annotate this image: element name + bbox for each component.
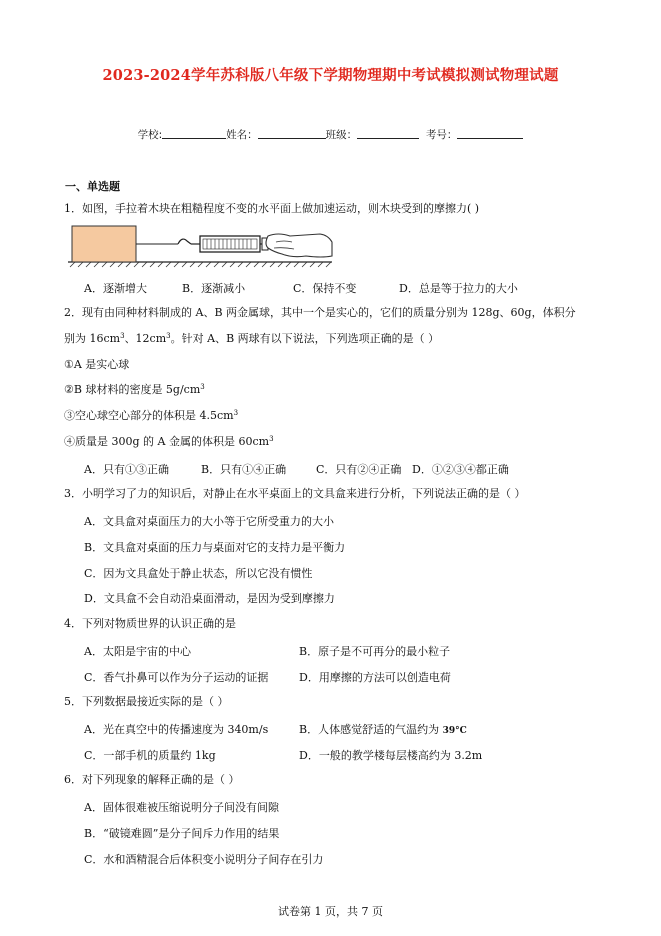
section-heading: 一、单选题	[65, 180, 120, 193]
class-label: 班级：	[325, 129, 358, 141]
q1-option-d[interactable]: D．总是等于拉力的大小	[399, 282, 518, 295]
q3-option-b[interactable]: B．文具盒对桌面的压力与桌面对它的支持力是平衡力	[84, 541, 346, 554]
q6-option-a[interactable]: A．固体很难被压缩说明分子间没有间隙	[84, 801, 279, 814]
student-info-line	[0, 127, 661, 142]
exam-title: 2023-2024学年苏科版八年级下学期物理期中考试模拟测试物理试题	[102, 67, 559, 84]
q2-option-b[interactable]: B．只有①④正确	[201, 463, 287, 476]
q2-statement-3: ③空心球空心部分的体积是 $4.5cm^3$	[64, 409, 239, 422]
q4-option-b[interactable]: B．原子是不可再分的最小粒子	[299, 645, 451, 658]
q5-option-a[interactable]: A．光在真空中的传播速度为 340m/s	[84, 723, 269, 736]
q5-option-d[interactable]: D．一般的教学楼每层楼高约为 3.2m	[299, 749, 483, 762]
q2-statement-1: ①A 是实心球	[64, 358, 130, 371]
class-blank[interactable]	[357, 127, 419, 139]
q3-option-a[interactable]: A．文具盒对桌面压力的大小等于它所受重力的大小	[84, 515, 334, 528]
q1-option-c[interactable]: C．保持不变	[293, 282, 357, 295]
page-footer: 试卷第 1 页，共 7 页	[278, 905, 383, 918]
q3-option-c[interactable]: C．因为文具盒处于静止状态，所以它没有惯性	[84, 567, 313, 580]
q6-option-b[interactable]: B．“破镜难圆”是分子间斥力作用的结果	[84, 827, 280, 840]
q4-option-a[interactable]: A．太阳是宇宙的中心	[84, 645, 191, 658]
q4-stem: 4．下列对物质世界的认识正确的是	[64, 617, 236, 630]
q3-stem: 3．小明学习了力的知识后，对静止在水平桌面上的文具盒来进行分析，下列说法正确的是（ ）	[64, 487, 526, 500]
spring-scale	[178, 236, 270, 252]
hand-icon	[266, 234, 332, 257]
q1-stem: 1．如图，手拉着木块在粗糙程度不变的水平面上做加速运动，则木块受到的摩擦力( )	[64, 202, 480, 215]
q1-option-b[interactable]: B．逐渐减小	[182, 282, 246, 295]
wooden-block	[72, 226, 136, 262]
q3-option-d[interactable]: D．文具盒不会自动沿桌面滑动，是因为受到摩擦力	[84, 592, 335, 605]
q2-option-c[interactable]: C．只有②④正确	[316, 463, 402, 476]
school-blank[interactable]	[162, 127, 226, 139]
ground-hatching	[68, 262, 332, 267]
q5-option-c[interactable]: C．一部手机的质量约 1kg	[84, 749, 216, 762]
q2-stem-line1: 2．现有由同种材料制成的 A、B 两金属球，其中一个是实心的，它们的质量分别为 128g、60g，体积分	[64, 306, 576, 319]
q1-figure	[66, 222, 336, 268]
name-label: 姓名：	[226, 129, 258, 141]
q5-option-b[interactable]: B．人体感觉舒适的气温约为 39°C	[299, 723, 467, 736]
school-label: 学校:	[137, 129, 163, 141]
q6-stem: 6．对下列现象的解释正确的是（ ）	[64, 773, 240, 786]
q4-option-c[interactable]: C．香气扑鼻可以作为分子运动的证据	[84, 671, 269, 684]
q2-option-d[interactable]: D．①②③④都正确	[412, 463, 509, 476]
q2-option-a[interactable]: A．只有①③正确	[84, 463, 169, 476]
q4-option-d[interactable]: D．用摩擦的方法可以创造电荷	[299, 671, 451, 684]
q2-statement-2: ②B 球材料的密度是 $5g/cm^3$	[64, 383, 205, 396]
number-label: 考号：	[425, 129, 458, 141]
q2-stem-line2: 别为 $16cm^3$、$12cm^3$。针对 A、B 两球有以下说法，下列选项正确的是（ ）	[64, 332, 440, 345]
name-blank[interactable]	[258, 127, 326, 139]
q5-stem: 5．下列数据最接近实际的是（ ）	[64, 695, 229, 708]
q6-option-c[interactable]: C．水和酒精混合后体积变小说明分子间存在引力	[84, 853, 324, 866]
number-blank[interactable]	[457, 127, 523, 139]
q2-statement-4: ④质量是 300g 的 A 金属的体积是 $60cm^3$	[64, 435, 274, 448]
temperature-value: 39°C	[442, 726, 467, 736]
q1-option-a[interactable]: A．逐渐增大	[84, 282, 147, 295]
